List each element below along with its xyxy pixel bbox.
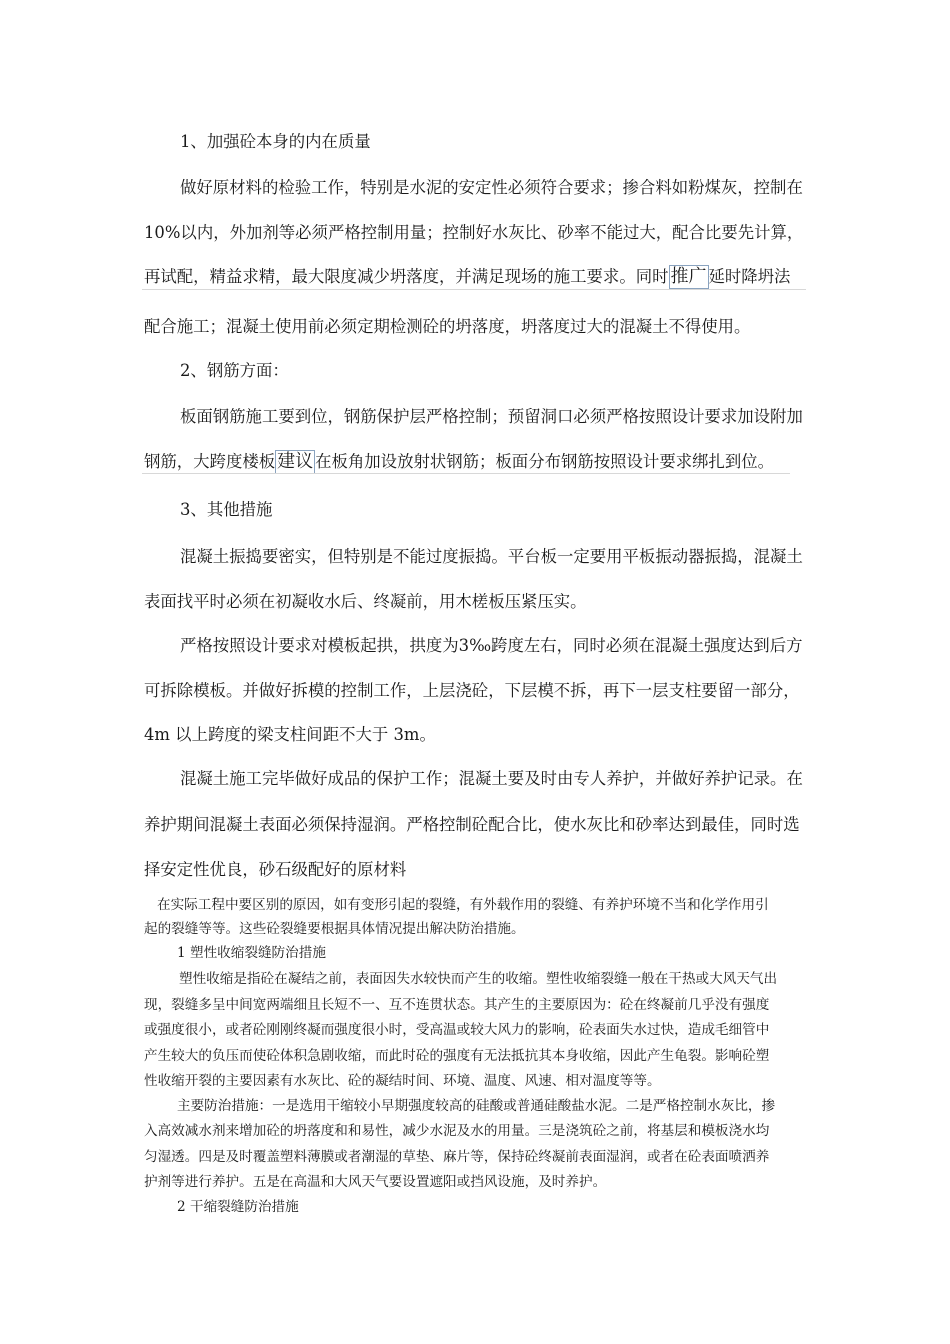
paragraph-line: 板面钢筋施工要到位，钢筋保护层严格控制；预留洞口必须严格按照设计要求加设附加: [180, 407, 803, 426]
paragraph-text: 延时降坍法: [708, 267, 791, 286]
underline-rule: [142, 289, 806, 290]
paragraph-line: 严格按照设计要求对模板起拱，拱度为3‰跨度左右，同时必须在混凝土强度达到后方: [180, 636, 803, 655]
section-2-heading: 2、钢筋方面：: [180, 361, 289, 380]
paragraph-line: 做好原材料的检验工作，特别是水泥的安定性必须符合要求；掺合料如粉煤灰，控制在: [180, 178, 803, 197]
paragraph-line: 匀湿透。四是及时覆盖塑料薄膜或者潮湿的草垫、麻片等，保持砼终凝前表面湿润，或者在砼表面喷洒养: [144, 1149, 770, 1165]
subsection-heading: 2 干缩裂缝防治措施: [177, 1199, 299, 1215]
paragraph-line: 护剂等进行养护。五是在高温和大风天气要设置遮阳或挡风设施，及时养护。: [144, 1174, 607, 1190]
paragraph-line: 在实际工程中要区别的原因，如有变形引起的裂缝，有外载作用的裂缝、有养护环境不当和化学作用引: [157, 897, 769, 913]
section-3-heading: 3、其他措施: [180, 500, 273, 519]
highlighted-word-box: 推广: [670, 266, 707, 287]
paragraph-line: 混凝土振捣要密实，但特别是不能过度振捣。平台板一定要用平板振动器振捣，混凝土: [180, 547, 803, 566]
paragraph-line: 养护期间混凝土表面必须保持湿润。严格控制砼配合比，使水灰比和砂率达到最佳，同时选: [144, 815, 800, 834]
section-1-heading: 1、加强砼本身的内在质量: [180, 132, 371, 151]
paragraph-line: 10%以内，外加剂等必须严格控制用量；控制好水灰比、砂率不能过大，配合比要先计算，: [144, 223, 804, 242]
paragraph-text: 在板角加设放射状钢筋；板面分布钢筋按照设计要求绑扎到位。: [315, 452, 775, 471]
paragraph-line: 或强度很小，或者砼刚刚终凝而强度很小时，受高温或较大风力的影响，砼表面失水过快，造成毛细管中: [144, 1022, 770, 1038]
subsection-heading: 1 塑性收缩裂缝防治措施: [177, 945, 326, 961]
paragraph-line: 起的裂缝等等。这些砼裂缝要根据具体情况提出解决防治措施。: [144, 921, 525, 937]
paragraph-line: 现，裂缝多呈中间宽两端细且长短不一、互不连贯状态。其产生的主要原因为：砼在终凝前几乎没有强度: [144, 997, 770, 1013]
paragraph-line: 塑性收缩是指砼在凝结之前，表面因失水较快而产生的收缩。塑性收缩裂缝一般在干热或大风天气出: [179, 971, 778, 987]
paragraph-line-with-highlight: [144, 448, 774, 474]
paragraph-line: 配合施工；混凝土使用前必须定期检测砼的坍落度，坍落度过大的混凝土不得使用。: [144, 317, 751, 336]
paragraph-line: 4m 以上跨度的梁支柱间距不大于 3m。: [144, 725, 436, 744]
paragraph-line-with-highlight: [144, 263, 790, 289]
paragraph-line: 主要防治措施：一是选用干缩较小早期强度较高的硅酸或普通硅酸盐水泥。二是严格控制水灰比，掺: [177, 1098, 776, 1114]
paragraph-line: 性收缩开裂的主要因素有水灰比、砼的凝结时间、环境、温度、风速、相对温度等等。: [144, 1073, 661, 1089]
paragraph-line: 入高效减水剂来增加砼的坍落度和和易性，减少水泥及水的用量。三是浇筑砼之前，将基层和模板浇水均: [144, 1123, 770, 1139]
paragraph-line: 混凝土施工完毕做好成品的保护工作；混凝土要及时由专人养护，并做好养护记录。在: [180, 769, 803, 788]
paragraph-line: 表面找平时必须在初凝收水后、终凝前，用木槎板压紧压实。: [144, 592, 587, 611]
paragraph-line: 产生较大的负压而使砼体积急剧收缩，而此时砼的强度有无法抵抗其本身收缩，因此产生龟裂。影响砼塑: [144, 1048, 770, 1064]
paragraph-text: 钢筋，大跨度楼板: [144, 452, 276, 471]
paragraph-line: 可拆除模板。并做好拆模的控制工作，上层浇砼，下层模不拆，再下一层支柱要留一部分，: [144, 681, 800, 700]
underline-rule: [142, 473, 790, 474]
highlighted-word-box: 建议: [277, 451, 314, 472]
paragraph-line: 择安定性优良，砂石级配好的原材料: [144, 860, 407, 879]
paragraph-text: 再试配，精益求精，最大限度减少坍落度，并满足现场的施工要求。同时: [144, 267, 669, 286]
